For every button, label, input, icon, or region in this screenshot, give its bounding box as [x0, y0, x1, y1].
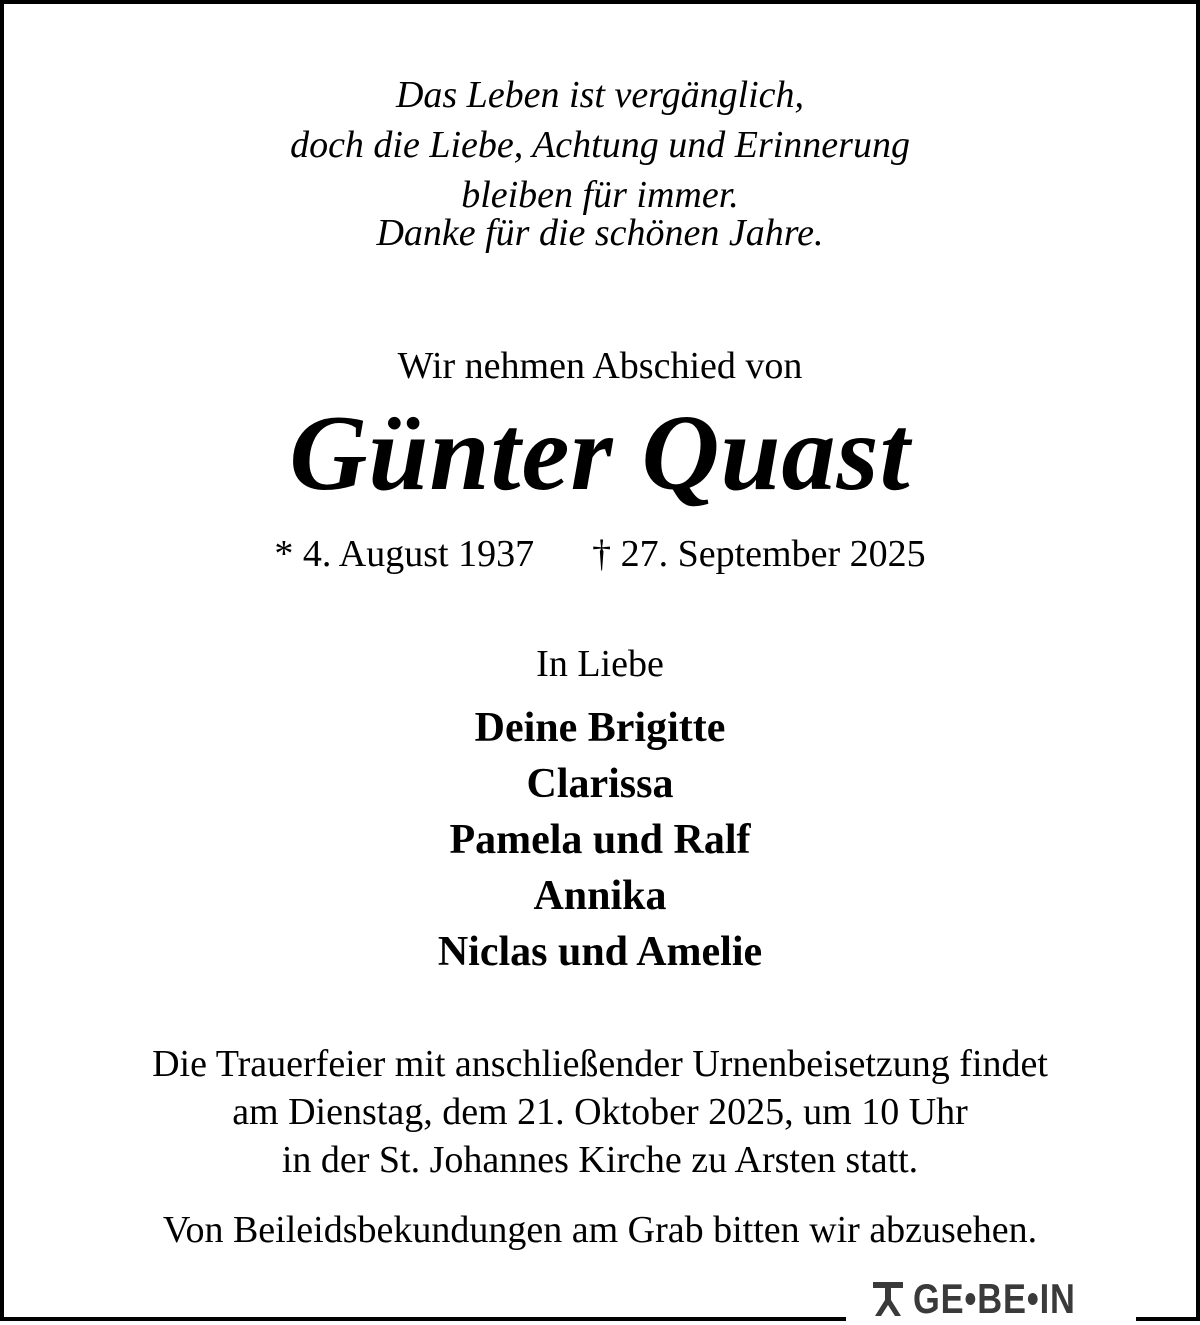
bottom-rule-right	[1136, 1317, 1200, 1321]
ceremony-line: Die Trauerfeier mit anschließender Urnenbeisetzung findet	[152, 1043, 1048, 1085]
deceased-name: Günter Quast	[289, 394, 911, 513]
publisher-logo-text: GE•BE•IN	[912, 1275, 1076, 1322]
birth-date: * 4. August 1937	[274, 533, 535, 575]
ceremony-line: am Dienstag, dem 21. Oktober 2025, um 10 Uhr	[232, 1091, 968, 1133]
life-dates	[0, 530, 1200, 578]
mourner-name: Clarissa	[526, 761, 674, 807]
poem-line: doch die Liebe, Achtung und Erinnerung	[290, 124, 910, 166]
mourner-name: Annika	[533, 873, 667, 919]
bottom-rule-left	[0, 1317, 846, 1321]
mourners-list	[0, 700, 1200, 980]
poem-line: bleiben für immer.	[461, 174, 739, 216]
ceremony-line: in der St. Johannes Kirche zu Arsten statt.	[281, 1139, 919, 1181]
publisher-logo	[846, 1276, 1136, 1322]
mourner-name: Pamela und Ralf	[449, 817, 751, 863]
condolence-note: Von Beileidsbekundungen am Grab bitten wir abzusehen.	[162, 1209, 1038, 1251]
gebein-mark-icon	[871, 1280, 905, 1318]
death-date: † 27. September 2025	[592, 533, 926, 575]
mourners-label: In Liebe	[536, 643, 664, 685]
mourner-name: Deine Brigitte	[474, 705, 726, 751]
mourner-name: Niclas und Amelie	[437, 929, 763, 975]
ceremony-info	[0, 1040, 1200, 1184]
poem-line: Das Leben ist vergänglich,	[395, 74, 805, 116]
thanks-line: Danke für die schönen Jahre.	[376, 212, 824, 254]
poem	[0, 70, 1200, 220]
farewell-intro: Wir nehmen Abschied von	[397, 345, 803, 387]
